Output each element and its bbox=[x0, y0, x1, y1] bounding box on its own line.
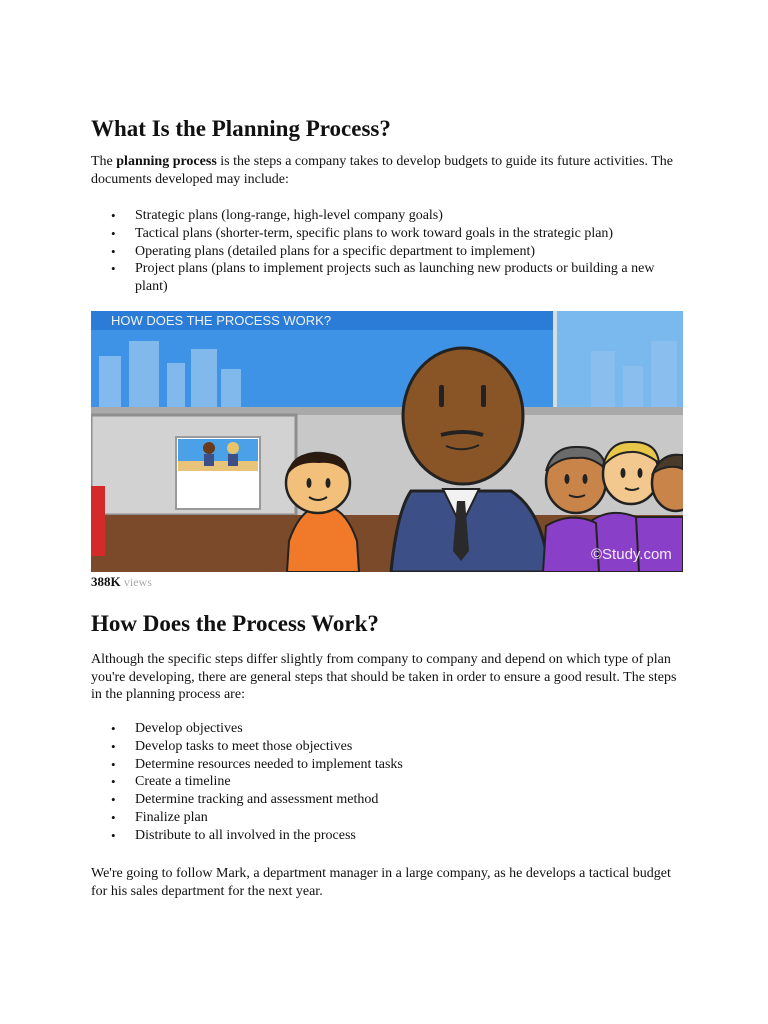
intro-suffix: is the steps a company takes to develop budgets to guide its future activities. The documents developed may include: bbox=[91, 154, 673, 187]
intro-prefix: The bbox=[91, 154, 117, 169]
video-thumbnail[interactable] bbox=[91, 311, 683, 572]
list-item: • Create a timeline bbox=[91, 773, 681, 791]
list-item: • Determine resources needed to implement tasks bbox=[91, 756, 681, 774]
list-item: • Finalize plan bbox=[91, 809, 681, 827]
view-count-number: 388K bbox=[91, 574, 121, 589]
document-types-list bbox=[91, 207, 681, 296]
list-item: • Determine tracking and assessment method bbox=[91, 791, 681, 809]
banner-text: HOW DOES THE PROCESS WORK? bbox=[111, 313, 332, 328]
process-intro-paragraph: Although the specific steps differ slightly from company to company and depend on which type of plan you're developing, there are general steps that should be taken in order to ensure a good result. The steps in the planning process are: bbox=[91, 652, 677, 703]
planning-steps-list bbox=[91, 720, 681, 845]
studycom-watermark: ©Study.com bbox=[591, 546, 672, 563]
list-item: • Distribute to all involved in the process bbox=[91, 827, 681, 845]
list-item: • Develop tasks to meet those objectives bbox=[91, 738, 681, 756]
list-item: • Project plans (plans to implement projects such as launching new products or building a new plant) bbox=[91, 260, 681, 296]
list-item: • Develop objectives bbox=[91, 720, 681, 738]
section-heading-planning-process: What Is the Planning Process? bbox=[91, 116, 391, 141]
intro-paragraph bbox=[91, 153, 681, 188]
list-item: • Tactical plans (shorter-term, specific plans to work toward goals in the strategic plan) bbox=[91, 225, 681, 243]
intro-bold-term: planning process bbox=[116, 154, 217, 169]
view-count bbox=[91, 574, 152, 590]
list-item: • Strategic plans (long-range, high-level company goals) bbox=[91, 207, 681, 225]
list-item: • Operating plans (detailed plans for a specific department to implement) bbox=[91, 243, 681, 261]
closing-paragraph: We're going to follow Mark, a department manager in a large company, as he develops a tactical budget for his sales department for the next year. bbox=[91, 866, 671, 899]
section-heading-process-work: How Does the Process Work? bbox=[91, 611, 379, 636]
view-count-label: views bbox=[123, 575, 152, 589]
